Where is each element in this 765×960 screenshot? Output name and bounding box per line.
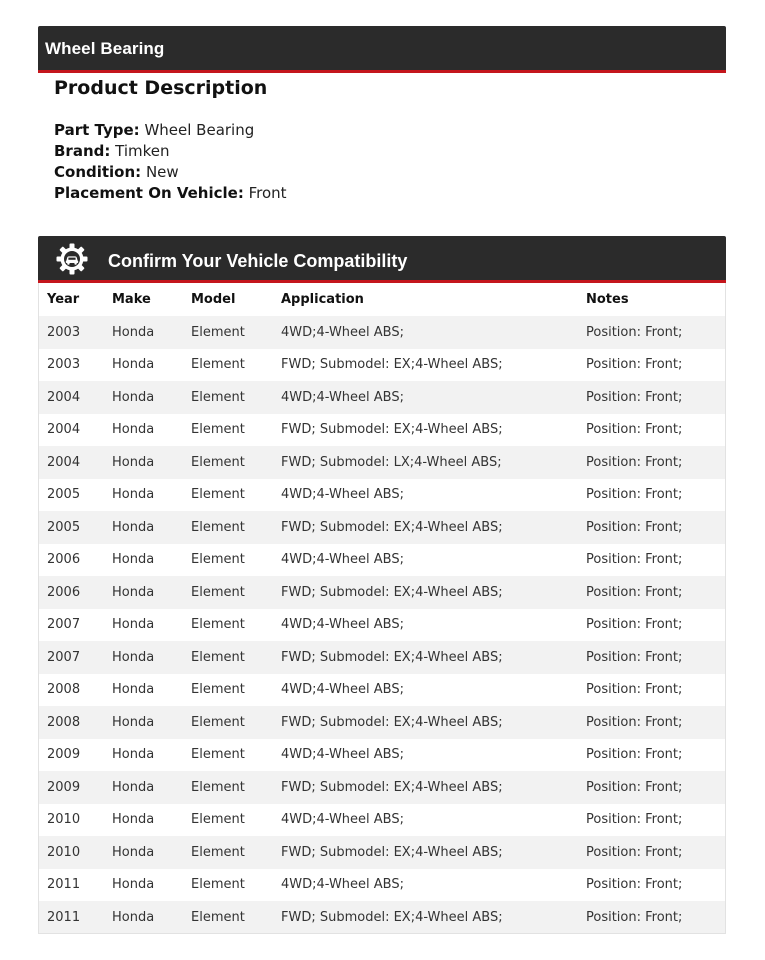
cell-application: FWD; Submodel: EX;4-Wheel ABS; [273,414,578,447]
cell-year: 2007 [39,609,104,642]
spec-placement [54,183,287,204]
spec-label: Condition: [54,163,142,181]
cell-application: 4WD;4-Wheel ABS; [273,544,578,577]
column-header-application: Application [273,283,578,316]
cell-model: Element [183,381,273,414]
cell-model: Element [183,479,273,512]
spec-brand [54,141,287,162]
table-row [39,381,725,414]
cell-make: Honda [104,511,183,544]
cell-model: Element [183,804,273,837]
cell-application: FWD; Submodel: EX;4-Wheel ABS; [273,511,578,544]
cell-model: Element [183,609,273,642]
table-row [39,771,725,804]
cell-make: Honda [104,544,183,577]
cell-notes: Position: Front; [578,576,725,609]
cell-application: FWD; Submodel: EX;4-Wheel ABS; [273,576,578,609]
cell-year: 2010 [39,804,104,837]
table-row [39,869,725,902]
cell-notes: Position: Front; [578,706,725,739]
cell-year: 2008 [39,674,104,707]
cell-notes: Position: Front; [578,771,725,804]
cell-year: 2010 [39,836,104,869]
table-row [39,706,725,739]
cell-application: 4WD;4-Wheel ABS; [273,804,578,837]
table-row [39,349,725,382]
cell-model: Element [183,511,273,544]
table-row [39,609,725,642]
table-header-row [39,283,725,316]
cell-application: FWD; Submodel: EX;4-Wheel ABS; [273,641,578,674]
cell-year: 2005 [39,511,104,544]
cell-model: Element [183,544,273,577]
table-row [39,739,725,772]
cell-notes: Position: Front; [578,739,725,772]
cell-make: Honda [104,901,183,934]
cell-application: FWD; Submodel: EX;4-Wheel ABS; [273,771,578,804]
column-header-year: Year [39,283,104,316]
table-row [39,674,725,707]
cell-application: FWD; Submodel: EX;4-Wheel ABS; [273,349,578,382]
cell-make: Honda [104,674,183,707]
product-banner [38,26,726,73]
cell-model: Element [183,349,273,382]
cell-model: Element [183,414,273,447]
cell-make: Honda [104,869,183,902]
spec-value: Front [248,184,287,202]
cell-application: 4WD;4-Wheel ABS; [273,316,578,349]
cell-year: 2004 [39,414,104,447]
spec-part-type [54,120,287,141]
cell-application: 4WD;4-Wheel ABS; [273,674,578,707]
cell-make: Honda [104,316,183,349]
table-row [39,641,725,674]
cell-year: 2006 [39,544,104,577]
table-body [39,316,725,934]
cell-model: Element [183,641,273,674]
cell-notes: Position: Front; [578,446,725,479]
gear-car-icon [55,242,89,276]
spec-label: Part Type: [54,121,140,139]
cell-make: Honda [104,804,183,837]
cell-application: FWD; Submodel: EX;4-Wheel ABS; [273,706,578,739]
table-row [39,479,725,512]
table-row [39,446,725,479]
cell-model: Element [183,771,273,804]
compatibility-table-container [38,283,726,934]
cell-notes: Position: Front; [578,804,725,837]
cell-year: 2011 [39,869,104,902]
spec-condition [54,162,287,183]
cell-year: 2004 [39,381,104,414]
cell-model: Element [183,901,273,934]
cell-notes: Position: Front; [578,836,725,869]
compatibility-header [38,236,726,283]
table-row [39,511,725,544]
product-description-heading: Product Description [54,77,268,99]
cell-year: 2009 [39,739,104,772]
spec-label: Brand: [54,142,111,160]
cell-make: Honda [104,479,183,512]
cell-year: 2004 [39,446,104,479]
table-row [39,316,725,349]
cell-notes: Position: Front; [578,349,725,382]
banner-title: Wheel Bearing [45,39,165,58]
cell-application: 4WD;4-Wheel ABS; [273,869,578,902]
table-row [39,804,725,837]
cell-application: 4WD;4-Wheel ABS; [273,479,578,512]
cell-model: Element [183,739,273,772]
cell-make: Honda [104,739,183,772]
compatibility-table [39,283,725,934]
cell-make: Honda [104,414,183,447]
cell-make: Honda [104,446,183,479]
cell-make: Honda [104,641,183,674]
cell-application: 4WD;4-Wheel ABS; [273,609,578,642]
cell-year: 2008 [39,706,104,739]
cell-make: Honda [104,381,183,414]
spec-value: Timken [115,142,170,160]
cell-year: 2009 [39,771,104,804]
cell-year: 2007 [39,641,104,674]
cell-model: Element [183,869,273,902]
cell-year: 2006 [39,576,104,609]
column-header-make: Make [104,283,183,316]
cell-application: FWD; Submodel: EX;4-Wheel ABS; [273,901,578,934]
cell-year: 2003 [39,316,104,349]
cell-model: Element [183,446,273,479]
cell-notes: Position: Front; [578,609,725,642]
cell-application: FWD; Submodel: LX;4-Wheel ABS; [273,446,578,479]
cell-notes: Position: Front; [578,414,725,447]
cell-model: Element [183,674,273,707]
cell-application: 4WD;4-Wheel ABS; [273,739,578,772]
spec-value: Wheel Bearing [144,121,255,139]
table-row [39,576,725,609]
cell-year: 2003 [39,349,104,382]
cell-make: Honda [104,771,183,804]
table-row [39,544,725,577]
table-row [39,414,725,447]
compatibility-title: Confirm Your Vehicle Compatibility [108,251,408,271]
cell-model: Element [183,706,273,739]
cell-year: 2005 [39,479,104,512]
cell-make: Honda [104,609,183,642]
cell-notes: Position: Front; [578,901,725,934]
cell-make: Honda [104,576,183,609]
cell-model: Element [183,836,273,869]
cell-make: Honda [104,349,183,382]
cell-notes: Position: Front; [578,316,725,349]
table-row [39,836,725,869]
column-header-model: Model [183,283,273,316]
cell-make: Honda [104,836,183,869]
cell-application: 4WD;4-Wheel ABS; [273,381,578,414]
column-header-notes: Notes [578,283,725,316]
cell-notes: Position: Front; [578,674,725,707]
cell-notes: Position: Front; [578,544,725,577]
cell-model: Element [183,576,273,609]
spec-list [54,120,287,204]
table-row [39,901,725,934]
cell-model: Element [183,316,273,349]
cell-notes: Position: Front; [578,869,725,902]
cell-notes: Position: Front; [578,381,725,414]
cell-application: FWD; Submodel: EX;4-Wheel ABS; [273,836,578,869]
cell-notes: Position: Front; [578,511,725,544]
cell-year: 2011 [39,901,104,934]
spec-value: New [145,163,179,181]
cell-make: Honda [104,706,183,739]
cell-notes: Position: Front; [578,641,725,674]
cell-notes: Position: Front; [578,479,725,512]
spec-label: Placement On Vehicle: [54,184,244,202]
